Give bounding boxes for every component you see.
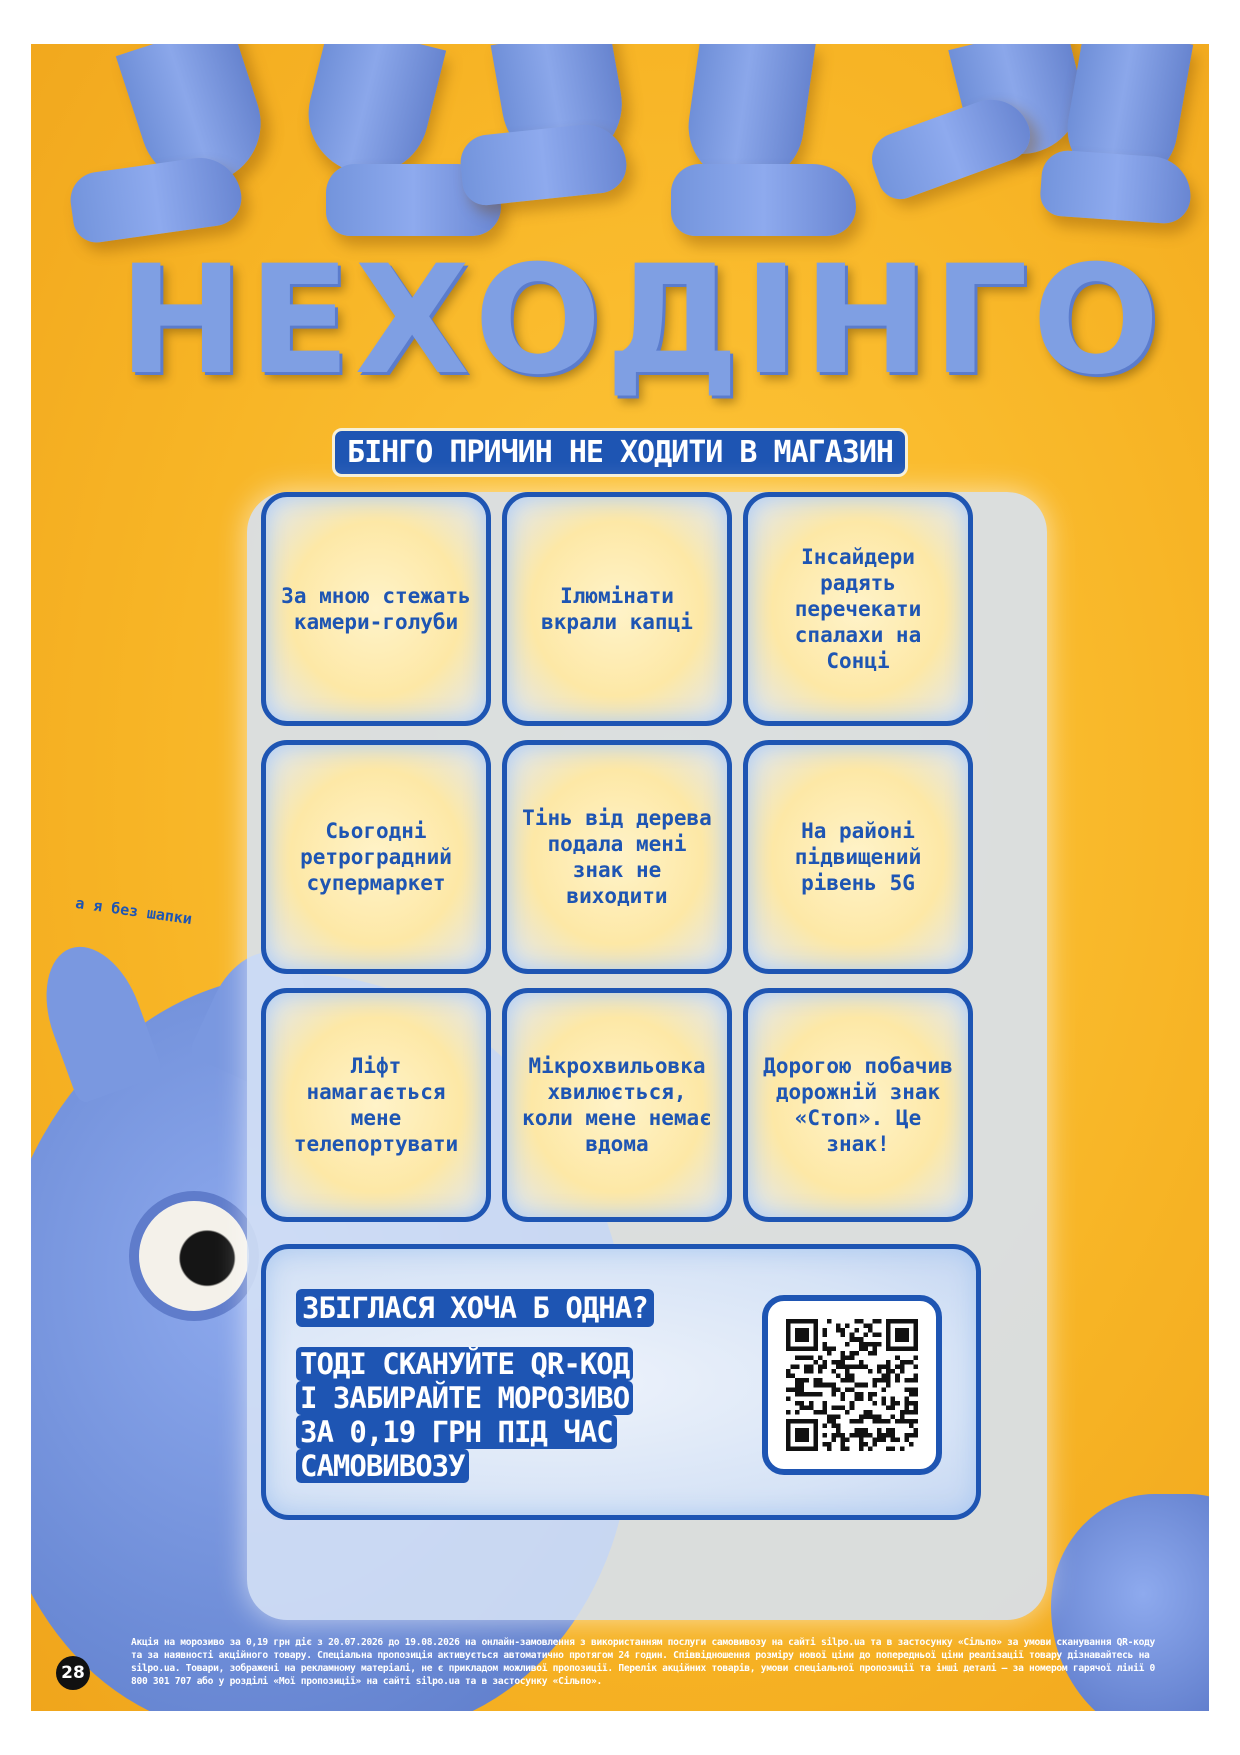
bingo-cell xyxy=(502,740,732,974)
bingo-cell xyxy=(743,492,973,726)
page-number: 28 xyxy=(56,1656,90,1690)
poster-page xyxy=(31,44,1209,1711)
cta-body xyxy=(296,1347,696,1483)
page-title: НЕХОДІНГО xyxy=(118,234,1164,408)
bingo-cell xyxy=(502,988,732,1222)
bingo-cell-text: Мікрохвильовка хвилюється, коли мене немає вдома xyxy=(522,1054,712,1156)
legal-disclaimer: Акція на морозиво за 0,19 грн діє з 20.07.2026 до 19.08.2026 на онлайн-замовлення з використанням послуги самовивозу на сайті silpo.ua та в застосунку «Сільпо» за умови сканування QR-коду та за наявності акційного товару. Спеціальна пропозиція активується автоматично протягом 24 годин. Співвідношення розміру нової ціни до попередньої ціни реалізації товару дізнавайтесь на silpo.ua. Товари, зображені на рекламному матеріалі, не є прикладом можливої пропозиції. Перелік акційних товарів, умови спеціальної пропозиції та інші деталі – за номером гарячої лінії 0 800 301 707 або у розділі «Мої пропозиції» на сайті silpo.ua та в застосунку «Сільпо». xyxy=(131,1637,1156,1687)
qr-code-frame[interactable] xyxy=(762,1295,942,1475)
bingo-cell-text: Дорогою побачив дорожній знак «Стоп». Це знак! xyxy=(763,1054,953,1156)
bingo-cell-text: Ілюмінати вкрали капці xyxy=(541,584,693,634)
bingo-cell-text: Тінь від дерева подала мені знак не виходити xyxy=(522,806,712,908)
cta-box xyxy=(261,1244,981,1520)
side-note: а я без шапки xyxy=(74,893,194,929)
qr-code-icon[interactable] xyxy=(786,1319,918,1451)
bingo-cell xyxy=(261,740,491,974)
bingo-cell xyxy=(502,492,732,726)
cta-line: ТОДІ СКАНУЙТЕ QR-КОД xyxy=(296,1347,633,1381)
cta-line: САМОВИВОЗУ xyxy=(296,1449,469,1483)
subtitle-badge: БІНГО ПРИЧИН НЕ ХОДИТИ В МАГАЗИН xyxy=(332,428,908,477)
cta-heading: ЗБІГЛАСЯ ХОЧА Б ОДНА? xyxy=(296,1289,654,1327)
bingo-cell xyxy=(261,988,491,1222)
bingo-cell xyxy=(743,988,973,1222)
cta-line: І ЗАБИРАЙТЕ МОРОЗИВО xyxy=(296,1381,633,1415)
monster-horn-left xyxy=(31,933,164,1105)
monster-eye xyxy=(139,1201,249,1311)
bingo-cell-text: Інсайдери радять перечекати спалахи на Сонці xyxy=(794,545,922,673)
bingo-cell-text: На районі підвищений рівень 5G xyxy=(794,819,922,895)
subtitle-wrapper xyxy=(31,428,1209,477)
cta-line: ЗА 0,19 ГРН ПІД ЧАС xyxy=(296,1415,617,1449)
bingo-cell-text: Ліфт намагається мене телепортувати xyxy=(293,1054,459,1156)
bingo-cell xyxy=(261,492,491,726)
bingo-cell xyxy=(743,740,973,974)
bingo-cell-text: За мною стежать камери-голуби xyxy=(281,584,471,634)
bingo-cell-text: Сьогодні ретроградний супермаркет xyxy=(300,819,452,895)
